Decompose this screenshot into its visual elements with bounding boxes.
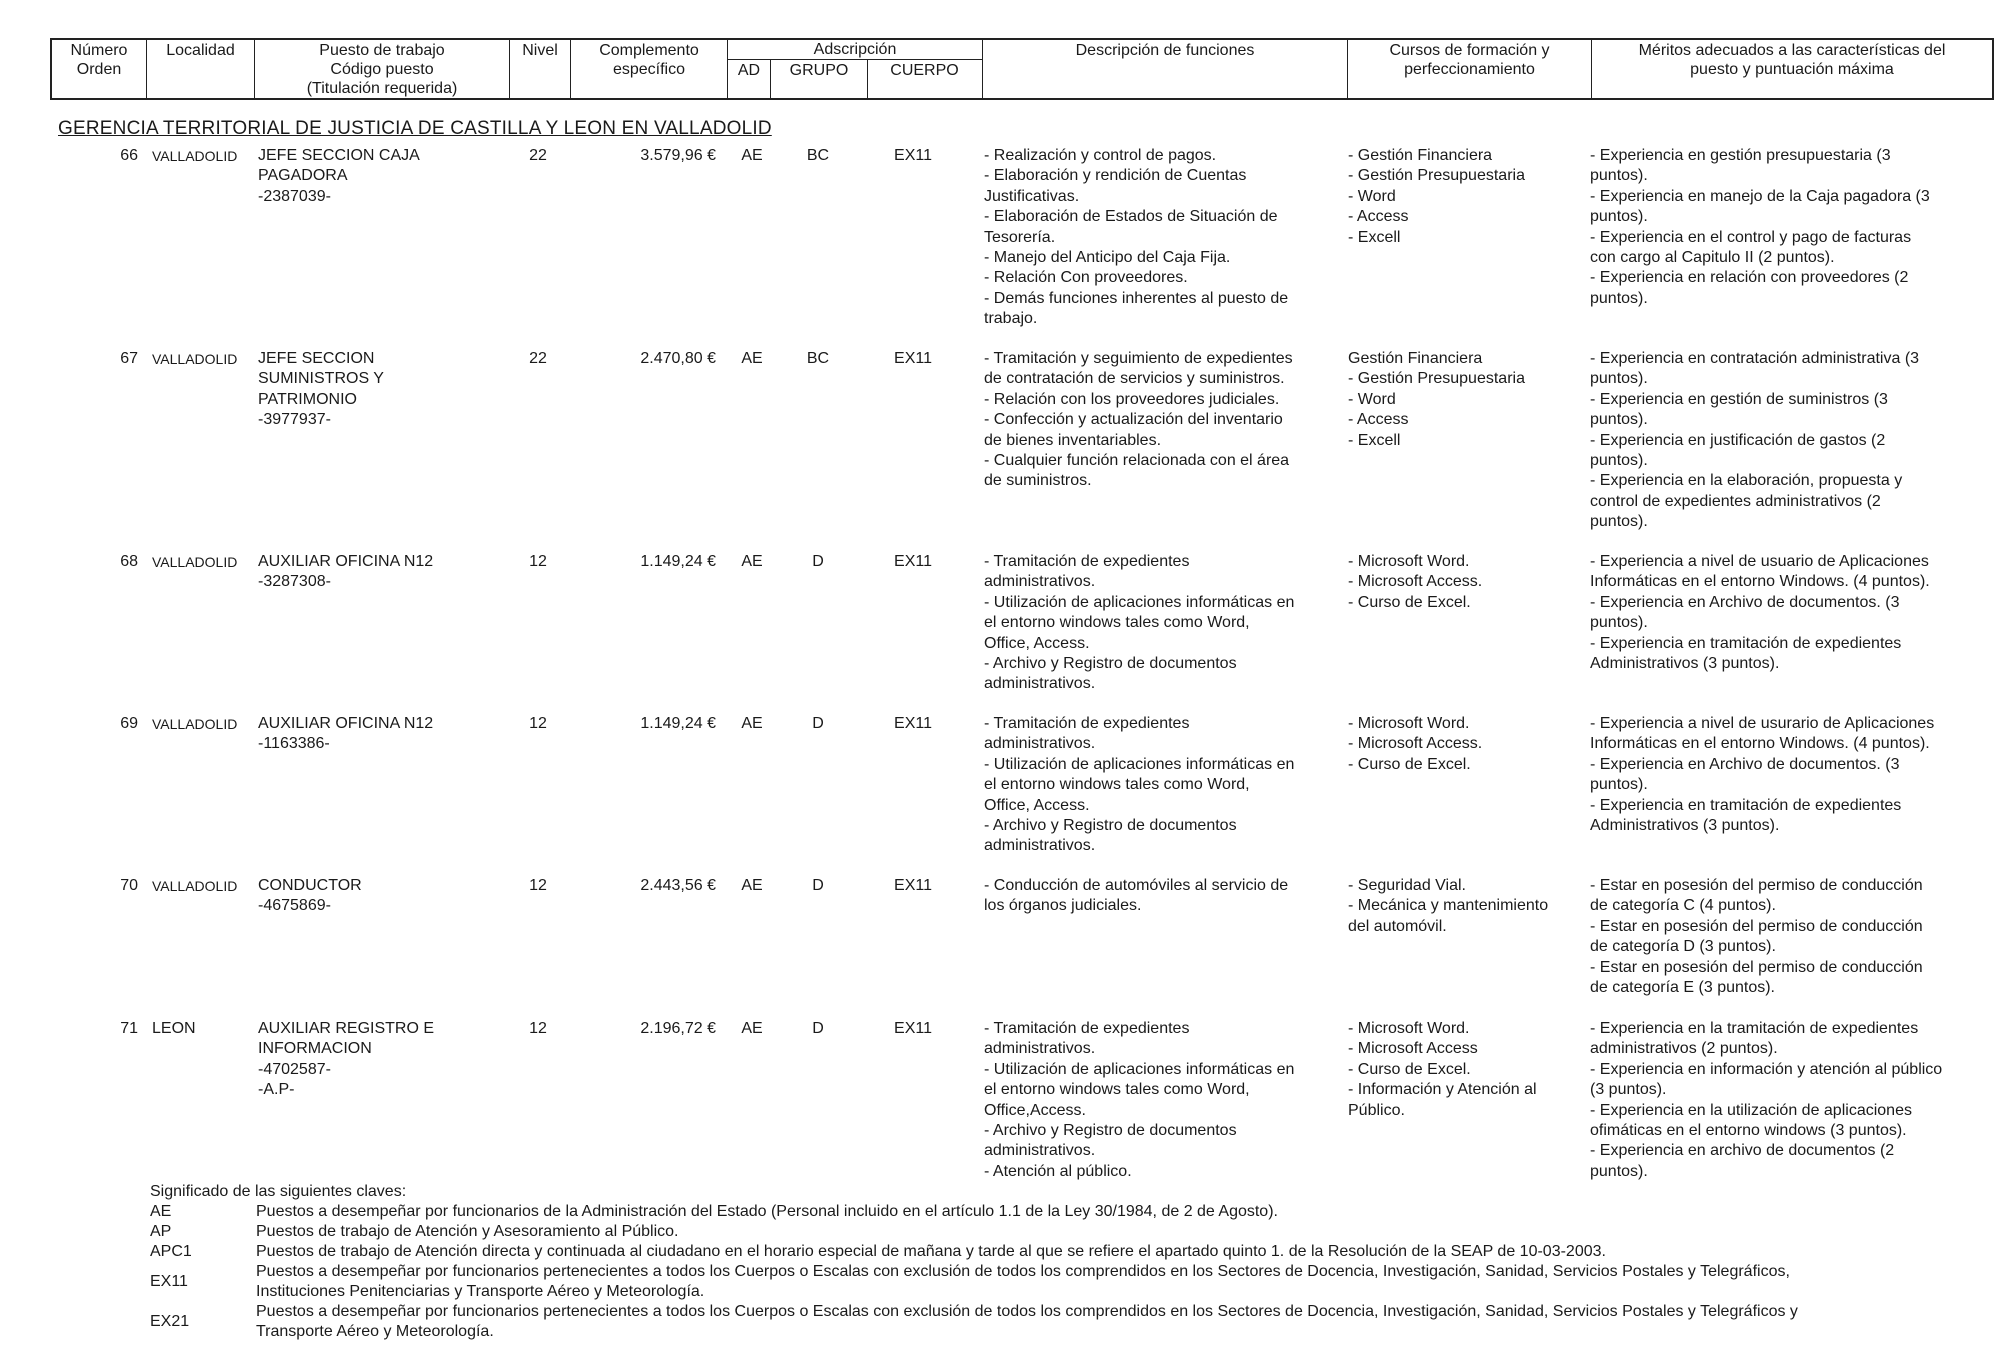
row-puesto-line: -A.P- xyxy=(258,1081,295,1099)
row-meritos-line: puntos). xyxy=(1590,776,1648,794)
row-descripcion-line: - Utilización de aplicaciones informáticas en xyxy=(984,1060,1295,1078)
row-cursos xyxy=(1348,714,1580,775)
row-meritos xyxy=(1590,714,1980,836)
row-descripcion xyxy=(984,552,1324,695)
row-cuerpo: EX11 xyxy=(894,877,932,894)
row-meritos xyxy=(1590,552,1980,674)
row-cursos-line: - Gestión Presupuestaria xyxy=(1348,167,1525,185)
row-meritos-line: - Experiencia en contratación administrativa (3 xyxy=(1590,350,1920,367)
row-descripcion-line: - Archivo y Registro de documentos xyxy=(984,655,1237,673)
row-descripcion xyxy=(984,714,1324,857)
legend-item xyxy=(150,1302,1990,1342)
row-puesto-line: AUXILIAR OFICINA N12 xyxy=(258,715,434,732)
row-descripcion xyxy=(984,146,1324,330)
row-ad: AE xyxy=(741,715,763,732)
row-descripcion-line: de suministros. xyxy=(984,472,1092,490)
row-puesto-line: -3287308- xyxy=(258,573,331,591)
row-cursos-line: - Microsoft Word. xyxy=(1348,1020,1470,1037)
header-puesto xyxy=(255,40,510,98)
row-meritos-line: ofimáticas en el entorno windows (3 puntos). xyxy=(1590,1122,1907,1140)
section-title: GERENCIA TERRITORIAL DE JUSTICIA DE CASTILLA Y LEON EN VALLADOLID xyxy=(58,118,772,139)
row-descripcion-line: - Tramitación de expedientes xyxy=(984,715,1190,732)
header-descripcion xyxy=(983,40,1348,98)
row-meritos-line: puntos). xyxy=(1590,370,1648,388)
row-descripcion-line: el entorno windows tales como Word, xyxy=(984,614,1250,632)
header-grupo: GRUPO xyxy=(771,60,868,98)
row-nivel: 22 xyxy=(529,147,547,164)
row-cursos-line: - Mecánica y mantenimiento xyxy=(1348,897,1549,915)
row-localidad: VALLADOLID xyxy=(152,351,238,367)
legend-key: AP xyxy=(150,1223,172,1240)
row-cursos-line: - Excell xyxy=(1348,431,1401,449)
row-meritos-line: puntos). xyxy=(1590,167,1648,185)
row-meritos-line: puntos). xyxy=(1590,513,1648,531)
row-puesto-line: PATRIMONIO xyxy=(258,390,357,408)
row-meritos xyxy=(1590,876,1980,998)
row-descripcion-line: administrativos. xyxy=(984,1142,1096,1160)
row-descripcion-line: - Cualquier función relacionada con el área xyxy=(984,452,1290,470)
row-meritos-line: administrativos (2 puntos). xyxy=(1590,1040,1778,1058)
row-puesto-line: INFORMACION xyxy=(258,1040,372,1058)
row-cursos-line: - Excell xyxy=(1348,228,1401,246)
row-meritos-line: puntos). xyxy=(1590,452,1648,470)
header-text: Orden xyxy=(76,61,122,78)
row-meritos-line: - Experiencia en tramitación de expedientes xyxy=(1590,634,1902,652)
legend-key: APC1 xyxy=(150,1243,192,1260)
row-meritos-line: (3 puntos). xyxy=(1590,1081,1667,1099)
row-puesto xyxy=(258,1019,478,1101)
row-numero: 67 xyxy=(120,350,138,367)
row-descripcion xyxy=(984,1019,1324,1182)
row-complemento: 2.470,80 € xyxy=(640,350,716,367)
row-cursos-line: - Word xyxy=(1348,390,1396,408)
row-grupo: D xyxy=(812,1020,824,1037)
row-localidad: VALLADOLID xyxy=(152,878,238,894)
row-cursos xyxy=(1348,349,1580,451)
row-meritos-line: con cargo al Capitulo II (2 puntos). xyxy=(1590,249,1835,267)
row-meritos-line: - Experiencia a nivel de usurario de Aplicaciones xyxy=(1590,715,1935,732)
header-text: Cursos de formación y xyxy=(1389,42,1550,59)
row-puesto-line: CONDUCTOR xyxy=(258,877,362,894)
row-ad: AE xyxy=(741,553,763,570)
row-puesto-line: -1163386- xyxy=(258,735,330,753)
row-nivel: 12 xyxy=(529,877,547,894)
row-meritos-line: puntos). xyxy=(1590,411,1648,429)
legend-item xyxy=(150,1242,1990,1262)
row-meritos xyxy=(1590,1019,1980,1182)
header-adscripcion xyxy=(728,40,983,98)
header-localidad xyxy=(147,40,255,98)
row-descripcion-line: - Utilización de aplicaciones informáticas en xyxy=(984,593,1295,611)
row-descripcion-line: de bienes inventariables. xyxy=(984,431,1162,449)
row-descripcion-line: administrativos. xyxy=(984,837,1096,855)
row-meritos-line: puntos). xyxy=(1590,208,1648,226)
row-puesto xyxy=(258,146,478,207)
legend-items xyxy=(150,1202,1990,1342)
row-descripcion-line: - Relación con los proveedores judiciales. xyxy=(984,390,1280,408)
header-text: Puesto de trabajo xyxy=(319,42,445,59)
row-meritos-line: Administrativos (3 puntos). xyxy=(1590,817,1780,835)
row-cursos-line: - Curso de Excel. xyxy=(1348,593,1471,611)
row-descripcion xyxy=(984,349,1324,492)
row-cuerpo: EX11 xyxy=(894,350,932,367)
row-meritos-line: - Experiencia en Archivo de documentos. (3 xyxy=(1590,755,1900,773)
row-descripcion-line: de contratación de servicios y suministros. xyxy=(984,370,1285,388)
legend-item xyxy=(150,1202,1990,1222)
row-localidad: LEON xyxy=(152,1020,196,1037)
row-ad: AE xyxy=(741,877,763,894)
legend-text xyxy=(256,1222,1990,1242)
row-puesto xyxy=(258,876,478,917)
row-cursos-line: - Seguridad Vial. xyxy=(1348,877,1466,894)
row-cursos-line: - Microsoft Word. xyxy=(1348,553,1470,570)
row-cursos-line: - Información y Atención al xyxy=(1348,1081,1537,1099)
row-cursos-line: del automóvil. xyxy=(1348,917,1447,935)
row-descripcion-line: Office, Access. xyxy=(984,634,1090,652)
row-descripcion-line: los órganos judiciales. xyxy=(984,897,1142,915)
header-text: (Titulación requerida) xyxy=(306,80,458,97)
row-puesto-line: PAGADORA xyxy=(258,167,348,185)
row-cursos-line: - Microsoft Access. xyxy=(1348,735,1483,753)
row-puesto-line: JEFE SECCION xyxy=(258,350,375,367)
row-nivel: 12 xyxy=(529,715,547,732)
row-meritos xyxy=(1590,349,1980,533)
row-meritos-line: de categoría D (3 puntos). xyxy=(1590,938,1776,956)
row-puesto xyxy=(258,552,478,593)
header-numero-orden xyxy=(52,40,147,98)
row-cursos-line: Gestión Financiera xyxy=(1348,350,1483,367)
row-descripcion-line: Tesorería. xyxy=(984,228,1056,246)
row-meritos-line: - Estar en posesión del permiso de conducción xyxy=(1590,917,1923,935)
row-complemento: 1.149,24 € xyxy=(640,553,716,570)
row-localidad: VALLADOLID xyxy=(152,716,238,732)
row-meritos-line: - Experiencia en justificación de gastos (2 xyxy=(1590,431,1886,449)
row-puesto-line: AUXILIAR REGISTRO E xyxy=(258,1020,435,1037)
row-descripcion-line: administrativos. xyxy=(984,735,1096,753)
row-meritos xyxy=(1590,146,1980,309)
row-cursos-line: - Curso de Excel. xyxy=(1348,755,1471,773)
row-descripcion-line: administrativos. xyxy=(984,675,1096,693)
row-cursos-line: - Gestión Presupuestaria xyxy=(1348,370,1525,388)
row-cuerpo: EX11 xyxy=(894,553,932,570)
row-descripcion-line: Office,Access. xyxy=(984,1101,1086,1119)
row-grupo: D xyxy=(812,877,824,894)
row-puesto-line: -3977937- xyxy=(258,411,331,429)
row-nivel: 12 xyxy=(529,1020,547,1037)
row-localidad: VALLADOLID xyxy=(152,554,238,570)
row-cuerpo: EX11 xyxy=(894,147,932,164)
table-header xyxy=(50,38,1994,100)
row-descripcion-line: el entorno windows tales como Word, xyxy=(984,1081,1250,1099)
header-nivel xyxy=(510,40,571,98)
row-puesto xyxy=(258,349,478,431)
legend-key: EX11 xyxy=(150,1273,188,1290)
legend xyxy=(150,1182,1990,1342)
row-meritos-line: - Experiencia en información y atención al público xyxy=(1590,1060,1943,1078)
row-descripcion-line: - Tramitación de expedientes xyxy=(984,1020,1190,1037)
row-meritos-line: Informáticas en el entorno Windows. (4 puntos). xyxy=(1590,573,1930,591)
row-descripcion-line: - Tramitación de expedientes xyxy=(984,553,1190,570)
row-numero: 66 xyxy=(120,147,138,164)
legend-text xyxy=(256,1202,1990,1222)
header-text: Código puesto xyxy=(330,61,434,78)
legend-text-line: Puestos de trabajo de Atención directa y continuada al ciudadano en el horario especial de mañana y tarde al que se refiere el apartado quinto 1. de la Resolución de la SEAP de 10-03-2003. xyxy=(256,1243,1606,1260)
legend-text-line: Puestos a desempeñar por funcionarios pertenecientes a todos los Cuerpos o Escalas con exclusión de todos los comprendidos en los Sectores de Docencia, Investigación, Sanidad, Servicios Postales y Telegráficos, xyxy=(256,1263,1790,1280)
legend-text-line: Instituciones Penitenciarias y Transporte Aéreo y Meteorología. xyxy=(256,1283,705,1300)
row-puesto-line: -4675869- xyxy=(258,897,331,915)
row-numero: 68 xyxy=(120,553,138,570)
row-numero: 69 xyxy=(120,715,138,732)
row-descripcion-line: Justificativas. xyxy=(984,187,1080,205)
row-puesto-line: -2387039- xyxy=(258,187,331,205)
row-complemento: 3.579,96 € xyxy=(640,147,716,164)
header-text: Complemento xyxy=(599,42,699,59)
legend-item xyxy=(150,1262,1990,1302)
row-ad: AE xyxy=(741,1020,763,1037)
header-meritos xyxy=(1592,40,1992,98)
row-meritos-line: Administrativos (3 puntos). xyxy=(1590,655,1780,673)
row-meritos-line: - Experiencia en la tramitación de expedientes xyxy=(1590,1020,1919,1037)
row-descripcion-line: Office, Access. xyxy=(984,796,1090,814)
header-text: Número xyxy=(70,42,128,59)
header-text: perfeccionamiento xyxy=(1404,61,1535,78)
header-text: Méritos adecuados a las características del xyxy=(1638,42,1946,59)
legend-item xyxy=(150,1222,1990,1242)
header-complemento xyxy=(571,40,728,98)
row-descripcion xyxy=(984,876,1324,917)
row-ad: AE xyxy=(741,350,763,367)
row-descripcion-line: - Archivo y Registro de documentos xyxy=(984,1122,1237,1140)
row-puesto-line: SUMINISTROS Y xyxy=(258,370,384,388)
row-cursos-line: - Access xyxy=(1348,208,1409,226)
row-numero: 71 xyxy=(120,1020,138,1037)
legend-title: Significado de las siguientes claves: xyxy=(150,1183,407,1200)
row-complemento: 2.443,56 € xyxy=(640,877,716,894)
row-cursos-line: - Microsoft Access. xyxy=(1348,573,1483,591)
row-meritos-line: - Experiencia a nivel de usuario de Aplicaciones xyxy=(1590,553,1929,570)
row-nivel: 12 xyxy=(529,553,547,570)
row-cursos-line: - Word xyxy=(1348,187,1396,205)
row-cursos-line: - Microsoft Access xyxy=(1348,1040,1478,1058)
row-descripcion-line: - Relación Con proveedores. xyxy=(984,269,1188,287)
row-cursos xyxy=(1348,1019,1580,1121)
legend-text xyxy=(256,1302,1990,1342)
row-meritos-line: control de expedientes administrativos (2 xyxy=(1590,492,1881,510)
header-adscripcion-title: Adscripción xyxy=(728,40,982,60)
legend-text-line: Puestos a desempeñar por funcionarios de la Administración del Estado (Personal incluido en el artículo 1.1 de la Ley 30/1984, de 2 de Agosto). xyxy=(256,1203,1278,1220)
row-grupo: BC xyxy=(806,147,830,164)
row-descripcion-line: administrativos. xyxy=(984,1040,1096,1058)
row-meritos-line: puntos). xyxy=(1590,614,1648,632)
row-meritos-line: - Experiencia en gestión de suministros (3 xyxy=(1590,390,1888,408)
row-meritos-line: - Experiencia en relación con proveedores (2 xyxy=(1590,269,1909,287)
legend-text-line: Puestos de trabajo de Atención y Asesoramiento al Público. xyxy=(256,1223,679,1240)
row-meritos-line: - Experiencia en manejo de la Caja pagadora (3 xyxy=(1590,187,1930,205)
row-cuerpo: EX11 xyxy=(894,715,932,732)
row-grupo: D xyxy=(812,553,824,570)
row-meritos-line: puntos). xyxy=(1590,289,1648,307)
legend-text-line: Puestos a desempeñar por funcionarios pertenecientes a todos los Cuerpos o Escalas con exclusión de todos los comprendidos en los Sectores de Docencia, Investigación, Sanidad, Servicios Postales y Telegráficos y xyxy=(256,1303,1798,1320)
row-descripcion-line: - Atención al público. xyxy=(984,1162,1132,1180)
row-descripcion-line: - Elaboración y rendición de Cuentas xyxy=(984,167,1247,185)
row-grupo: D xyxy=(812,715,824,732)
row-descripcion-line: - Manejo del Anticipo del Caja Fija. xyxy=(984,249,1231,267)
header-text: Localidad xyxy=(166,42,235,59)
row-complemento: 1.149,24 € xyxy=(640,715,716,732)
row-meritos-line: - Estar en posesión del permiso de conducción xyxy=(1590,877,1923,894)
row-cursos-line: - Access xyxy=(1348,411,1409,429)
row-ad: AE xyxy=(741,147,763,164)
row-meritos-line: Informáticas en el entorno Windows. (4 puntos). xyxy=(1590,735,1930,753)
header-cursos xyxy=(1348,40,1592,98)
row-descripcion-line: - Utilización de aplicaciones informáticas en xyxy=(984,755,1295,773)
row-cursos xyxy=(1348,876,1580,937)
row-meritos-line: - Estar en posesión del permiso de conducción xyxy=(1590,958,1923,976)
row-descripcion-line: - Tramitación y seguimiento de expedientes xyxy=(984,350,1293,367)
header-text: Descripción de funciones xyxy=(1075,42,1255,59)
row-descripcion-line: - Elaboración de Estados de Situación de xyxy=(984,208,1278,226)
row-cursos xyxy=(1348,146,1580,248)
row-cursos-line: - Microsoft Word. xyxy=(1348,715,1470,732)
row-meritos-line: - Experiencia en el control y pago de facturas xyxy=(1590,228,1912,246)
header-text: puesto y puntuación máxima xyxy=(1690,61,1894,78)
legend-key: EX21 xyxy=(150,1313,190,1330)
row-descripcion-line: - Demás funciones inherentes al puesto de xyxy=(984,289,1289,307)
row-cuerpo: EX11 xyxy=(894,1020,932,1037)
legend-text-line: Transporte Aéreo y Meteorología. xyxy=(256,1323,494,1340)
row-puesto-line: JEFE SECCION CAJA xyxy=(258,147,420,164)
row-meritos-line: puntos). xyxy=(1590,1162,1648,1180)
row-meritos-line: - Experiencia en archivo de documentos (2 xyxy=(1590,1142,1895,1160)
header-cuerpo: CUERPO xyxy=(890,62,959,79)
row-meritos-line: - Experiencia en gestión presupuestaria (3 xyxy=(1590,147,1891,164)
row-localidad: VALLADOLID xyxy=(152,148,238,164)
row-nivel: 22 xyxy=(529,350,547,367)
row-descripcion-line: - Confección y actualización del inventario xyxy=(984,411,1283,429)
row-descripcion-line: - Conducción de automóviles al servicio de xyxy=(984,877,1289,894)
row-meritos-line: - Experiencia en Archivo de documentos. (3 xyxy=(1590,593,1900,611)
legend-text xyxy=(256,1242,1990,1262)
row-cursos xyxy=(1348,552,1580,613)
row-puesto xyxy=(258,714,478,755)
row-meritos-line: de categoría E (3 puntos). xyxy=(1590,979,1775,997)
row-meritos-line: - Experiencia en tramitación de expedientes xyxy=(1590,796,1902,814)
header-ad: AD xyxy=(728,60,771,98)
header-text: Nivel xyxy=(522,42,558,59)
row-numero: 70 xyxy=(120,877,138,894)
row-descripcion-line: el entorno windows tales como Word, xyxy=(984,776,1250,794)
row-cursos-line: Público. xyxy=(1348,1101,1405,1119)
row-grupo: BC xyxy=(806,350,830,367)
row-descripcion-line: - Realización y control de pagos. xyxy=(984,147,1217,164)
legend-text xyxy=(256,1262,1990,1302)
row-complemento: 2.196,72 € xyxy=(640,1020,716,1037)
row-cursos-line: - Curso de Excel. xyxy=(1348,1060,1471,1078)
row-puesto-line: AUXILIAR OFICINA N12 xyxy=(258,553,434,570)
row-meritos-line: - Experiencia en la utilización de aplicaciones xyxy=(1590,1101,1912,1119)
row-descripcion-line: administrativos. xyxy=(984,573,1096,591)
header-text: específico xyxy=(612,61,686,78)
row-puesto-line: -4702587- xyxy=(258,1060,331,1078)
row-cursos-line: - Gestión Financiera xyxy=(1348,147,1493,164)
row-meritos-line: - Experiencia en la elaboración, propuesta y xyxy=(1590,472,1903,490)
legend-key: AE xyxy=(150,1203,172,1220)
row-descripcion-line: - Archivo y Registro de documentos xyxy=(984,817,1237,835)
row-descripcion-line: trabajo. xyxy=(984,310,1038,328)
row-meritos-line: de categoría C (4 puntos). xyxy=(1590,897,1776,915)
